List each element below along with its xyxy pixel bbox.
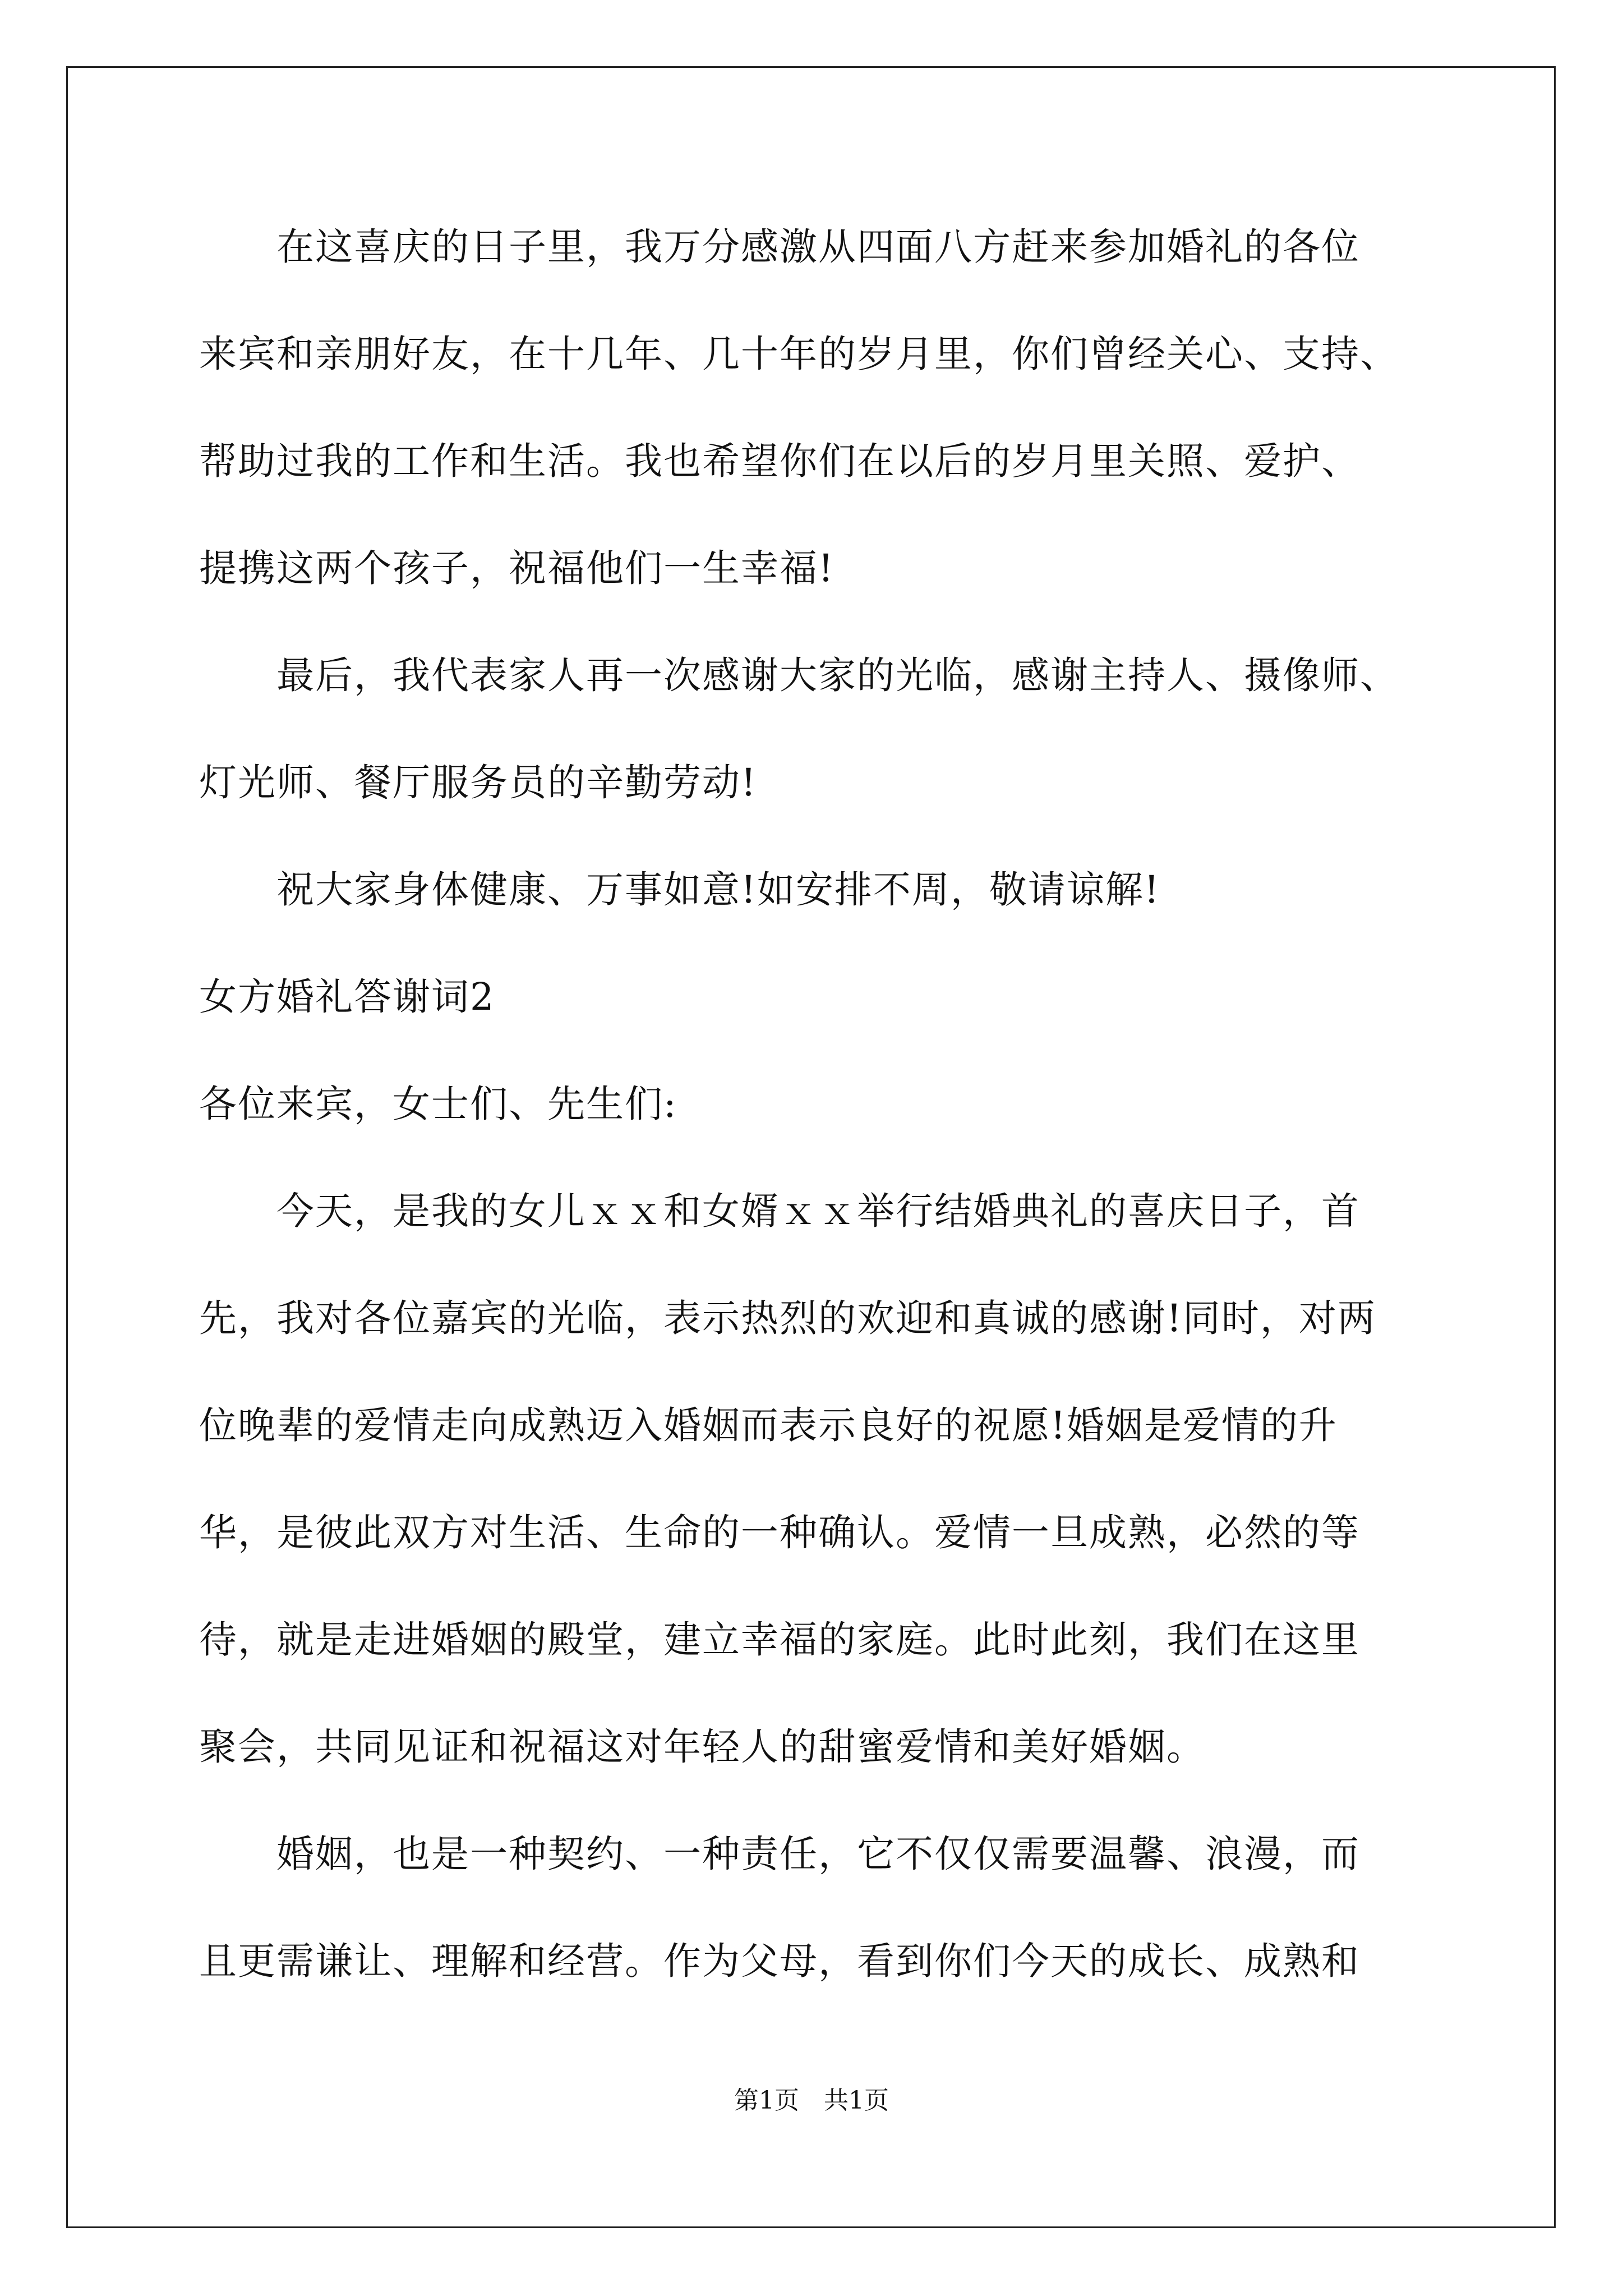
paragraph-line: 在这喜庆的日子里，我万分感激从四面八方赶来参加婚礼的各位: [199, 225, 1360, 269]
paragraph-line: 先，我对各位嘉宾的光临，表示热烈的欢迎和真诚的感谢!同时，对两: [199, 1296, 1376, 1340]
paragraph-line: 帮助过我的工作和生活。我也希望你们在以后的岁月里关照、爱护、: [199, 439, 1360, 483]
paragraph-line: 今天，是我的女儿ｘｘ和女婿ｘｘ举行结婚典礼的喜庆日子，首: [199, 1189, 1360, 1233]
paragraph-line: 且更需谦让、理解和经营。作为父母，看到你们今天的成长、成熟和: [199, 1939, 1360, 1983]
paragraph-line: 祝大家身体健康、万事如意!如安排不周，敬请谅解!: [199, 868, 1160, 912]
paragraph-line: 位晚辈的爱情走向成熟迈入婚姻而表示良好的祝愿!婚姻是爱情的升: [199, 1404, 1338, 1447]
salutation-line: 各位来宾，女士们、先生们:: [199, 1082, 677, 1126]
paragraph-line: 来宾和亲朋好友，在十几年、几十年的岁月里，你们曾经关心、支持、: [199, 332, 1399, 376]
paragraph-line: 灯光师、餐厅服务员的辛勤劳动!: [199, 761, 757, 804]
paragraph-line: 聚会，共同见证和祝福这对年轻人的甜蜜爱情和美好婚姻。: [199, 1725, 1205, 1769]
paragraph-line: 最后，我代表家人再一次感谢大家的光临，感谢主持人、摄像师、: [199, 654, 1399, 697]
paragraph-line: 婚姻，也是一种契约、一种责任，它不仅仅需要温馨、浪漫，而: [199, 1832, 1360, 1876]
page-border: [66, 66, 1556, 2228]
paragraph-line: 华，是彼此双方对生活、生命的一种确认。爱情一旦成熟，必然的等: [199, 1511, 1360, 1554]
section-heading: 女方婚礼答谢词2: [199, 975, 495, 1019]
paragraph-line: 提携这两个孩子，祝福他们一生幸福!: [199, 546, 834, 590]
paragraph-line: 待，就是走进婚姻的殿堂，建立幸福的家庭。此时此刻，我们在这里: [199, 1618, 1360, 1662]
page-footer: 第1页 共1页: [734, 2086, 889, 2115]
